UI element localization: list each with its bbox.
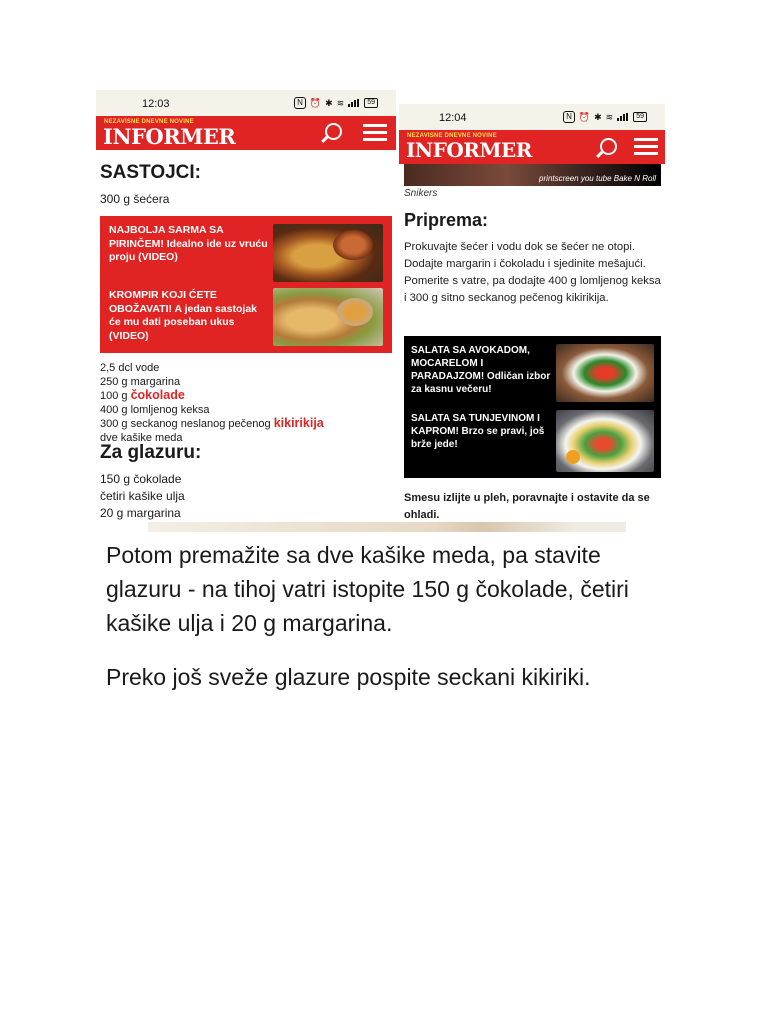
ingredient-text: 100 g xyxy=(100,390,131,402)
photo-caption: Snikers xyxy=(404,188,438,199)
ingredient-item xyxy=(100,389,324,404)
alarm-icon: ⏰ xyxy=(309,98,322,108)
preparation-step: Smesu izlijte u pleh, poravnajte i ostavite da se ohladi. xyxy=(404,492,650,521)
glaze-item: 150 g čokolade xyxy=(100,472,182,486)
search-icon[interactable] xyxy=(325,123,342,140)
brand-logo[interactable]: INFORMER xyxy=(103,124,236,149)
article-thumbnail[interactable] xyxy=(273,224,383,282)
signal-icon xyxy=(617,113,629,121)
related-article[interactable] xyxy=(100,280,392,350)
ingredient-item: 400 g lomljenog keksa xyxy=(100,403,210,416)
ingredient-item: dve kašike meda xyxy=(100,431,183,444)
document-paragraph: Preko još sveže glazure pospite seckani kikiriki. xyxy=(106,664,591,690)
screenshot-right xyxy=(399,104,665,524)
related-article[interactable] xyxy=(404,336,665,404)
article-thumbnail[interactable] xyxy=(556,344,654,402)
signal-icon xyxy=(348,99,360,107)
document-paragraph: Potom premažite sa dve kašike meda, pa stavite glazuru - na tihoj vatri istopite 150 g čokolade, četiri kašike ulja i 20 g margarina. xyxy=(106,542,629,636)
related-article-title[interactable]: KROMPIR KOJI ĆETE OBOŽAVATI! A jedan sastojak će mu dati poseban ukus (VIDEO) xyxy=(109,289,257,342)
kikiriki-link[interactable]: kikirikija xyxy=(273,416,324,430)
related-articles-box xyxy=(100,216,392,353)
preparation-text: Prokuvajte šećer i vodu dok se šećer ne otopi. Dodajte margarin i čokoladu i sjedinite mešajući. Pomerite s vatre, pa dodajte 400 g lomljenog keksa i 300 g sitno seckanog pečenog kikirikija. xyxy=(404,241,661,304)
cokolada-link[interactable]: čokolade xyxy=(130,388,185,402)
status-time: 12:04 xyxy=(439,112,467,124)
video-credit: printscreen you tube Bake N Roll xyxy=(539,174,656,183)
glaze-heading: Za glazuru: xyxy=(100,442,202,463)
related-article[interactable] xyxy=(100,216,392,282)
bluetooth-icon: ✱ xyxy=(325,98,333,108)
related-article[interactable] xyxy=(404,404,665,476)
menu-icon[interactable] xyxy=(363,124,387,142)
ingredient-item xyxy=(100,417,324,432)
brand-tagline: NEZAVISNE DNEVNE NOVINE xyxy=(104,119,194,125)
brand-tagline: NEZAVISNE DNEVNE NOVINE xyxy=(407,133,497,139)
status-icons xyxy=(294,97,378,109)
glaze-item: četiri kašike ulja xyxy=(100,489,185,503)
menu-icon[interactable] xyxy=(634,138,658,156)
alarm-icon: ⏰ xyxy=(578,112,591,122)
battery-icon: 59 xyxy=(633,112,647,122)
ingredients-heading: SASTOJCI: xyxy=(100,162,202,183)
nfc-icon: N xyxy=(563,111,575,123)
status-time: 12:03 xyxy=(142,98,170,110)
site-header xyxy=(96,116,396,150)
related-article-title[interactable]: NAJBOLJA SARMA SA PIRINČEM! Idealno ide uz vruću proju (VIDEO) xyxy=(109,224,268,263)
article-thumbnail[interactable] xyxy=(273,288,383,346)
ingredient-item: 2,5 dcl vode xyxy=(100,362,160,374)
glaze-item: 20 g margarina xyxy=(100,506,181,520)
status-bar xyxy=(399,104,665,130)
related-articles-box xyxy=(404,336,661,478)
brand-logo[interactable]: INFORMER xyxy=(406,138,532,162)
preparation-heading: Priprema: xyxy=(404,210,489,230)
ingredient-text: 300 g seckanog neslanog pečenog xyxy=(100,418,274,430)
nfc-icon: N xyxy=(294,97,306,109)
related-article-title[interactable]: SALATA SA TUNJEVINOM I KAPROM! Brzo se pravi, još brže jede! xyxy=(411,413,545,450)
article-thumbnail[interactable] xyxy=(556,410,654,472)
site-header xyxy=(399,130,665,164)
search-icon[interactable] xyxy=(600,138,617,155)
ingredient-item: 250 g margarina xyxy=(100,375,181,388)
ingredients-list xyxy=(100,362,324,445)
wifi-icon: ≋ xyxy=(605,112,614,122)
cropped-photo-edge xyxy=(148,522,626,532)
glaze-list xyxy=(100,471,185,520)
video-frame[interactable] xyxy=(404,164,661,186)
wifi-icon: ≋ xyxy=(336,98,345,108)
related-article-title[interactable]: SALATA SA AVOKADOM, MOCARELOM I PARADAJZOM! Odličan izbor za kasnu večeru! xyxy=(411,345,551,395)
screenshot-left xyxy=(96,90,396,520)
ingredient-sugar: 300 g šećera xyxy=(100,192,170,206)
status-icons xyxy=(563,111,647,123)
bluetooth-icon: ✱ xyxy=(594,112,602,122)
status-bar xyxy=(96,90,396,116)
battery-icon: 59 xyxy=(364,98,378,108)
